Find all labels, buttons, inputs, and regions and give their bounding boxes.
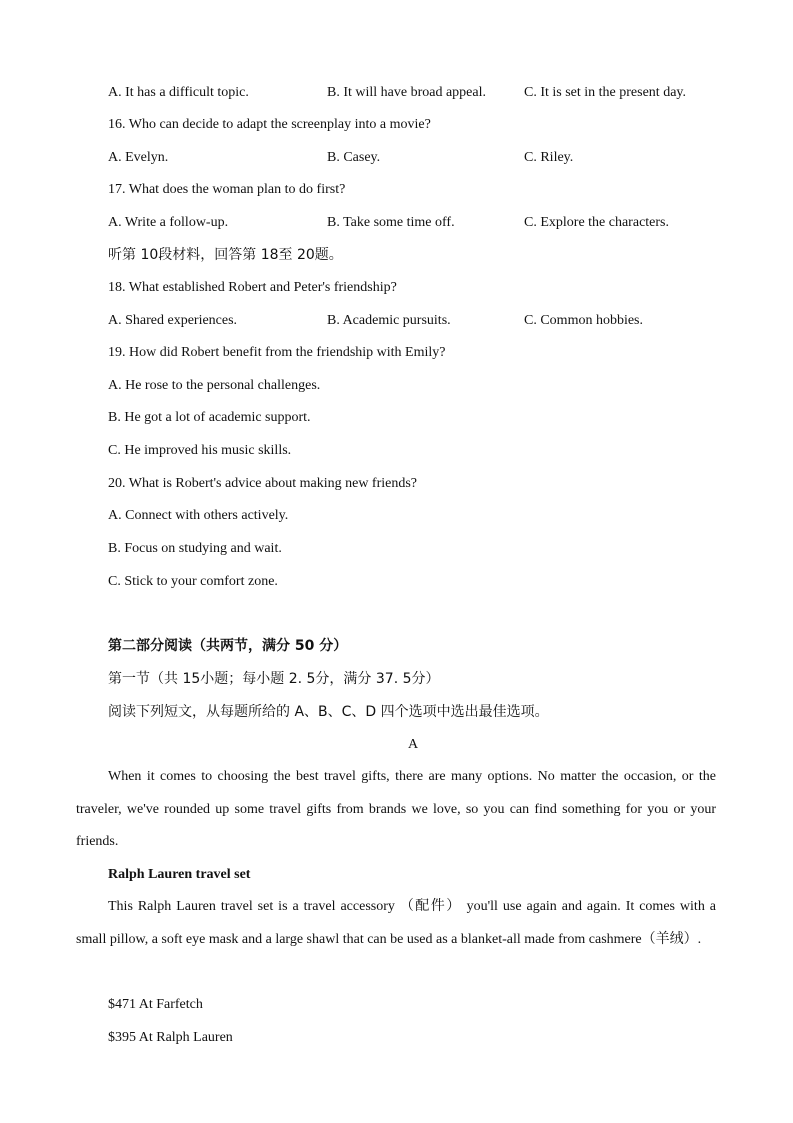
q18-option-a: A. Shared experiences. — [108, 313, 238, 328]
q16-option-b: B. Casey. — [327, 150, 381, 165]
q15-option-b: B. It will have broad appeal. — [327, 85, 487, 100]
reading-instruction: 阅读下列短文，从每题所给的 A、B、C、D 四个选项中选出最佳选项。 — [108, 704, 549, 720]
q15-option-a: A. It has a difficult topic. — [108, 85, 249, 100]
passage-intro: When it comes to choosing the best travel gifts, there are many options. No matter the occasion, or the traveler, we've rounded up some travel gifts from brands we love, so you can find something for you or your friends. — [76, 769, 716, 849]
passage-label: A — [408, 737, 419, 752]
item1-description: This Ralph Lauren travel set is a travel accessory （配件） you'll use again and again. It comes with a small pillow, a soft eye mask and a large shawl that can be used as a blanket-all made from cashmere（羊绒）. — [76, 899, 716, 947]
section10-instruction: 听第 10段材料，回答第 18至 20题。 — [108, 247, 343, 263]
item1-title: Ralph Lauren travel set — [108, 867, 251, 882]
section1-title: 第一节（共 15小题；每小题 2. 5分，满分 37. 5分） — [108, 671, 440, 687]
q16-stem: 16. Who can decide to adapt the screenplay into a movie? — [108, 117, 431, 132]
q20-option-c: C. Stick to your comfort zone. — [108, 574, 278, 589]
q16-option-c: C. Riley. — [524, 150, 574, 165]
item1-price-farfetch: $471 At Farfetch — [108, 997, 203, 1012]
q19-option-c: C. He improved his music skills. — [108, 443, 292, 458]
q17-option-c: C. Explore the characters. — [524, 215, 669, 230]
q19-option-b: B. He got a lot of academic support. — [108, 410, 311, 425]
q18-option-b: B. Academic pursuits. — [327, 313, 451, 328]
q15-option-c: C. It is set in the present day. — [524, 85, 687, 100]
q20-option-a: A. Connect with others actively. — [108, 508, 289, 523]
q20-option-b: B. Focus on studying and wait. — [108, 541, 282, 556]
item1-price-ralph-lauren: $395 At Ralph Lauren — [108, 1030, 233, 1045]
q18-option-c: C. Common hobbies. — [524, 313, 644, 328]
part2-title: 第二部分阅读（共两节，满分 50 分） — [108, 638, 348, 654]
q17-option-b: B. Take some time off. — [327, 215, 455, 230]
q17-stem: 17. What does the woman plan to do first? — [108, 182, 346, 197]
q19-option-a: A. He rose to the personal challenges. — [108, 378, 321, 393]
q16-option-a: A. Evelyn. — [108, 150, 169, 165]
q17-option-a: A. Write a follow-up. — [108, 215, 229, 230]
q20-stem: 20. What is Robert's advice about making new friends? — [108, 476, 418, 491]
q18-stem: 18. What established Robert and Peter's friendship? — [108, 280, 397, 295]
q19-stem: 19. How did Robert benefit from the friendship with Emily? — [108, 345, 446, 360]
